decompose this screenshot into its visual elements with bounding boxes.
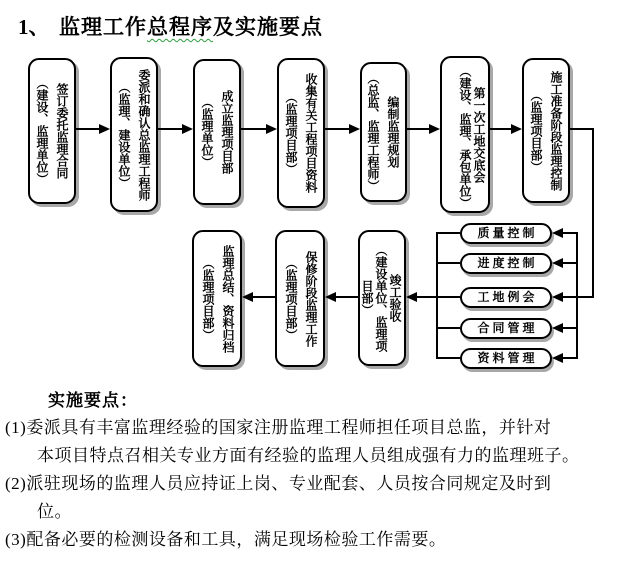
flow-box-appoint-chief-engineer xyxy=(110,57,158,212)
flow-box-label: 委派和确认总监理工程师 xyxy=(137,68,151,201)
control-item-site-meeting: 工地例会 xyxy=(460,287,552,308)
title-text-pre: 监理工作 xyxy=(59,15,147,39)
flow-box-label: 监理总结、资料归档 xyxy=(221,244,235,353)
control-item-quality: 质量控制 xyxy=(460,223,552,244)
flow-box-org: （总监、监理工程师） xyxy=(366,72,380,192)
flow-box-org: （监理单位） xyxy=(200,96,214,168)
connector-line xyxy=(437,262,460,264)
arrow-line xyxy=(252,296,275,298)
flow-box-label: 签订委托监理合同 xyxy=(55,83,69,179)
flow-box-org: （监理、建设单位） xyxy=(117,80,131,189)
control-item-documents: 资料管理 xyxy=(460,348,552,369)
connector-line xyxy=(570,128,594,130)
connector-line xyxy=(437,232,460,234)
connector-line xyxy=(592,128,594,298)
connector-line xyxy=(416,296,460,298)
flow-box-org: （监理项目部） xyxy=(201,256,215,341)
flow-box-org: （建设单位、监理项目部） xyxy=(360,244,388,352)
flow-box-org: （监理项目部） xyxy=(284,91,298,175)
arrow-line xyxy=(490,128,512,130)
implementation-heading: 实施要点： xyxy=(48,391,138,410)
flow-box-label: 成立监理项目部 xyxy=(220,90,234,174)
flow-box-prepare-supervision-plan xyxy=(360,62,407,202)
arrow-head-right-icon xyxy=(511,124,522,134)
flow-box-collect-project-info xyxy=(277,58,325,208)
arrow-head-right-icon xyxy=(182,124,193,134)
flow-box-label: 竣工验收 xyxy=(388,274,402,322)
control-item-progress: 进度控制 xyxy=(460,253,552,274)
arrow-head-right-icon xyxy=(99,124,110,134)
flow-box-label: 编制监理规划 xyxy=(386,96,400,168)
connector-line xyxy=(562,327,577,329)
flow-box-establish-project-dept xyxy=(193,59,241,205)
title-number: 1、 xyxy=(18,15,50,39)
arrow-line xyxy=(76,128,100,130)
implementation-point-1-cont: 本项目特点召相关专业方面有经验的监理人员组成强有力的监理班子。 xyxy=(37,446,580,465)
flow-box-label: 施工准备阶段监理控制 xyxy=(549,70,563,191)
implementation-point-2-cont: 位。 xyxy=(37,502,72,521)
connector-line xyxy=(562,232,577,234)
flow-box-label: 第一次工地交底会 xyxy=(472,86,486,183)
implementation-point-3: (3)配备必要的检测设备和工具，满足现场检验工作需要。 xyxy=(5,530,447,549)
connector-line xyxy=(562,296,593,298)
flow-box-first-site-meeting xyxy=(440,56,490,213)
arrow-line xyxy=(407,128,430,130)
arrow-line xyxy=(158,128,183,130)
connector-line xyxy=(437,357,460,359)
title-text-post: 及实施要点 xyxy=(213,15,323,39)
arrow-line xyxy=(241,128,267,130)
flow-box-warranty-stage-supervision xyxy=(275,230,325,367)
flow-box-org: （建设、监理单位） xyxy=(35,77,49,185)
connector-line xyxy=(562,357,577,359)
title-text-underlined: 总程序 xyxy=(147,15,213,39)
flow-box-org: （监理项目部） xyxy=(284,256,298,341)
page-title xyxy=(18,11,323,41)
arrow-line xyxy=(325,128,350,130)
flow-box-label: 收集有关工程项目资料 xyxy=(304,73,318,193)
arrow-line xyxy=(335,296,358,298)
implementation-point-2: (2)派驻现场的监理人员应持证上岗、专业配套、人员按合同规定及时到 xyxy=(5,474,552,493)
connector-line xyxy=(562,262,577,264)
arrow-head-right-icon xyxy=(429,124,440,134)
flow-box-construction-prep-control xyxy=(522,58,570,203)
arrow-head-right-icon xyxy=(349,124,360,134)
flow-box-sign-contract xyxy=(28,58,76,204)
arrow-head-right-icon xyxy=(266,124,277,134)
flow-box-org: （监理项目部） xyxy=(529,88,543,173)
implementation-point-1: (1)委派具有丰富监理经验的国家注册监理工程师担任项目总监，并针对 xyxy=(5,418,552,437)
flow-box-label: 保修阶段监理工作 xyxy=(304,250,318,347)
connector-line xyxy=(437,327,460,329)
flow-box-supervision-summary-archive xyxy=(192,230,242,367)
flow-box-completion-acceptance xyxy=(358,230,406,366)
control-item-contract: 合同管理 xyxy=(460,318,552,339)
flow-box-org: （建设、监理、承包单位） xyxy=(458,65,472,209)
